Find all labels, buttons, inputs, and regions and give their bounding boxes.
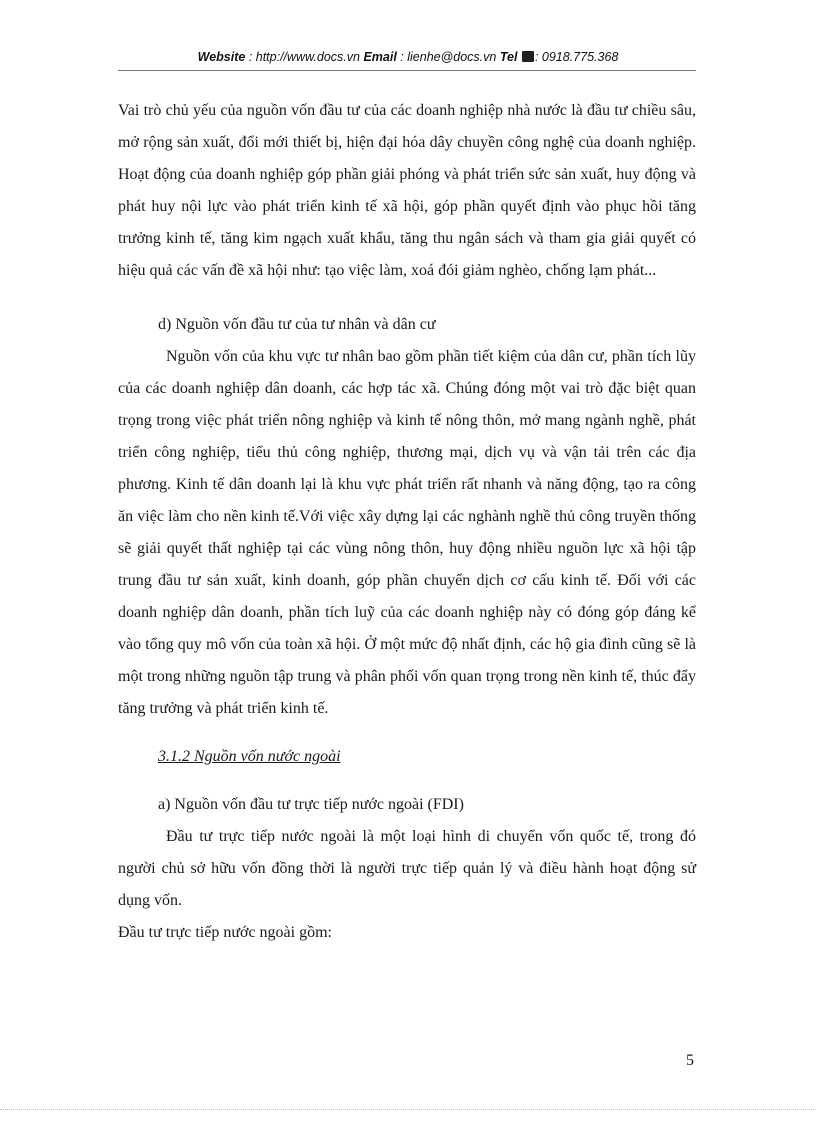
email-label: Email — [363, 50, 397, 64]
email-value: : lienhe@docs.vn — [396, 50, 500, 64]
tel-label: Tel — [499, 50, 518, 64]
subheading-fdi: a) Nguồn vốn đầu tư trực tiếp nước ngoài (FDI) — [158, 796, 464, 813]
document-body — [118, 95, 696, 949]
paragraph-fdi-definition: Đầu tư trực tiếp nước ngoài là một loại hình di chuyển vốn quốc tế, trong đó người chủ sở hữu vốn đồng thời là người trực tiếp quản lý và điều hành hoạt động sử dụng vốn. — [118, 828, 696, 909]
tel-value: : 0918.775.368 — [534, 50, 619, 64]
subheading-private-capital: d) Nguồn vốn đầu tư của tư nhân và dân cư — [158, 316, 436, 333]
header-divider — [118, 70, 696, 71]
section-heading-foreign-capital: 3.1.2 Nguồn vốn nước ngoài — [158, 748, 341, 765]
phone-icon — [522, 51, 534, 62]
paragraph-private-capital: Nguồn vốn của khu vực tư nhân bao gồm phần tiết kiệm của dân cư, phần tích lũy của các doanh nghiệp dân doanh, các hợp tác xã. Chúng đóng một vai trò đặc biệt quan trọng trong việc phát triển nông nghiệp và kinh tế nông thôn, mở mang ngành nghề, phát triển công nghiệp, tiểu thủ công nghiệp, thương mại, dịch vụ và vận tải trên các địa phương. Kinh tế dân doanh lại là khu vực phát triển rất nhanh và năng động, tạo ra công ăn việc làm cho nền kinh tế.Với việc xây dựng lại các nghành nghề thủ công truyền thống sẽ giải quyết thất nghiệp tại các vùng nông thôn, huy động nhiều nguồn lực xã hội tập trung đầu tư sản xuất, kinh doanh, góp phần chuyển dịch cơ cấu kinh tế. Đối với các doanh nghiệp dân doanh, phần tích luỹ của các doanh nghiệp này có đóng góp đáng kể vào tổng quy mô vốn của toàn xã hội. Ở một mức độ nhất định, các hộ gia đình cũng sẽ là một trong những nguồn tập trung và phân phối vốn quan trọng trong nền kinh tế, thúc đẩy tăng trưởng và phát triển kinh tế. — [118, 348, 696, 717]
website-value: : http://www.docs.vn — [245, 50, 364, 64]
page-number: 5 — [686, 1052, 694, 1069]
paragraph-fdi-includes: Đầu tư trực tiếp nước ngoài gồm: — [118, 924, 332, 941]
page-header — [118, 50, 698, 64]
website-label: Website — [197, 50, 246, 64]
page-bottom-border — [0, 1109, 816, 1110]
paragraph-state-enterprise-capital: Vai trò chủ yếu của nguồn vốn đầu tư của các doanh nghiệp nhà nước là đầu tư chiều sâu, mở rộng sản xuất, đổi mới thiết bị, hiện đại hóa dây chuyền công nghệ của doanh nghiệp. Hoạt động của doanh nghiệp góp phần giải phóng và phát triển sức sản xuất, huy động và phát huy nội lực vào phát triển kinh tế xã hội, góp phần quyết định vào phục hồi tăng trưởng kinh tế, tăng kim ngạch xuất khẩu, tăng thu ngân sách và tham gia giải quyết có hiệu quả các vấn đề xã hội như: tạo việc làm, xoá đói giảm nghèo, chống lạm phát... — [118, 102, 696, 279]
